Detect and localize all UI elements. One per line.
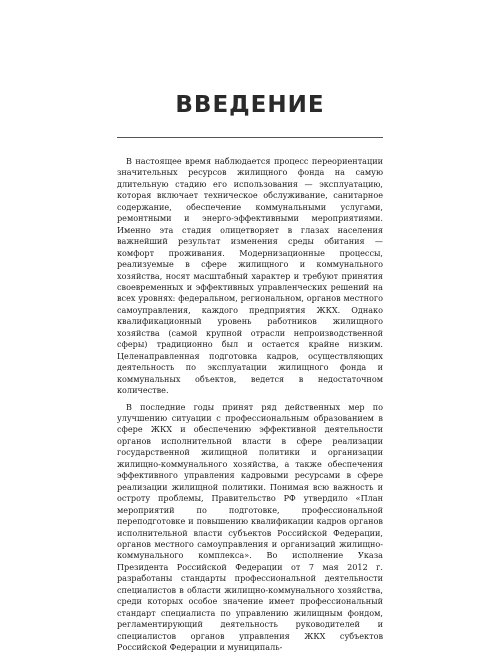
chapter-title: ВВЕДЕНИЕ bbox=[175, 92, 325, 118]
title-divider bbox=[117, 137, 383, 138]
paragraph: В настоящее время наблюдается процесс переориентации значительных ресурсов жилищного фонда на самую длительную стадию его использования — эксплуатацию, которая включает техническое обслуживание, санитарное содержание, обеспечение коммунальными услугами, ремонтными и энерго-эффективными мероприятиями. Именно эта стадия олицетворяет в глазах населения важнейший результат изменения среды обитания — комфорт проживания. Модернизационные процессы, реализуемые в сфере жилищного и коммунального хозяйства, носят масштабный характер и требуют принятия своевременных и эффективных управленческих решений на всех уровнях: федеральном, региональном, органов местного самоуправления, каждого предприятия ЖКХ. Однако квалификационный уровень работников жилищного хозяйства (самой крупной отрасли непроизводственной сферы) традиционно был и остается крайне низким. Целенаправленная подготовка кадров, осуществляющих деятельность по эксплуатации жилищного фонда и коммунальных объектов, ведется в недостаточном количестве. bbox=[117, 156, 383, 396]
body-text bbox=[117, 156, 383, 658]
paragraph: В последние годы принят ряд действенных мер по улучшению ситуации с профессиональным образованием в сфере ЖКХ и обеспечению эффективной деятельности органов исполнительной власти в сфере реализации государственной жилищной политики и организации жилищно-коммунального хозяйства, а также обеспечения эффективного управления кадровыми ресурсами в сфере реализации жилищной политики. Понимая всю важность и остроту проблемы, Правительство РФ утвердило «План мероприятий по подготовке, профессиональной переподготовке и повышению квалификации кадров органов исполнительной власти субъектов Российской Федерации, органов местного самоуправления и организаций жилищно-коммунального комплекса». Во исполнение Указа Президента Российской Федерации от 7 мая 2012 г. разработаны стандарты профессиональной деятельности специалистов в области жилищно-коммунального хозяйства, среди которых особое значение имеет профессиональный стандарт специалиста по управлению жилищным фондом, регламентирующий деятельность руководителей и специалистов органов управления ЖКХ субъектов Российской Федерации и муниципаль- bbox=[117, 401, 383, 653]
